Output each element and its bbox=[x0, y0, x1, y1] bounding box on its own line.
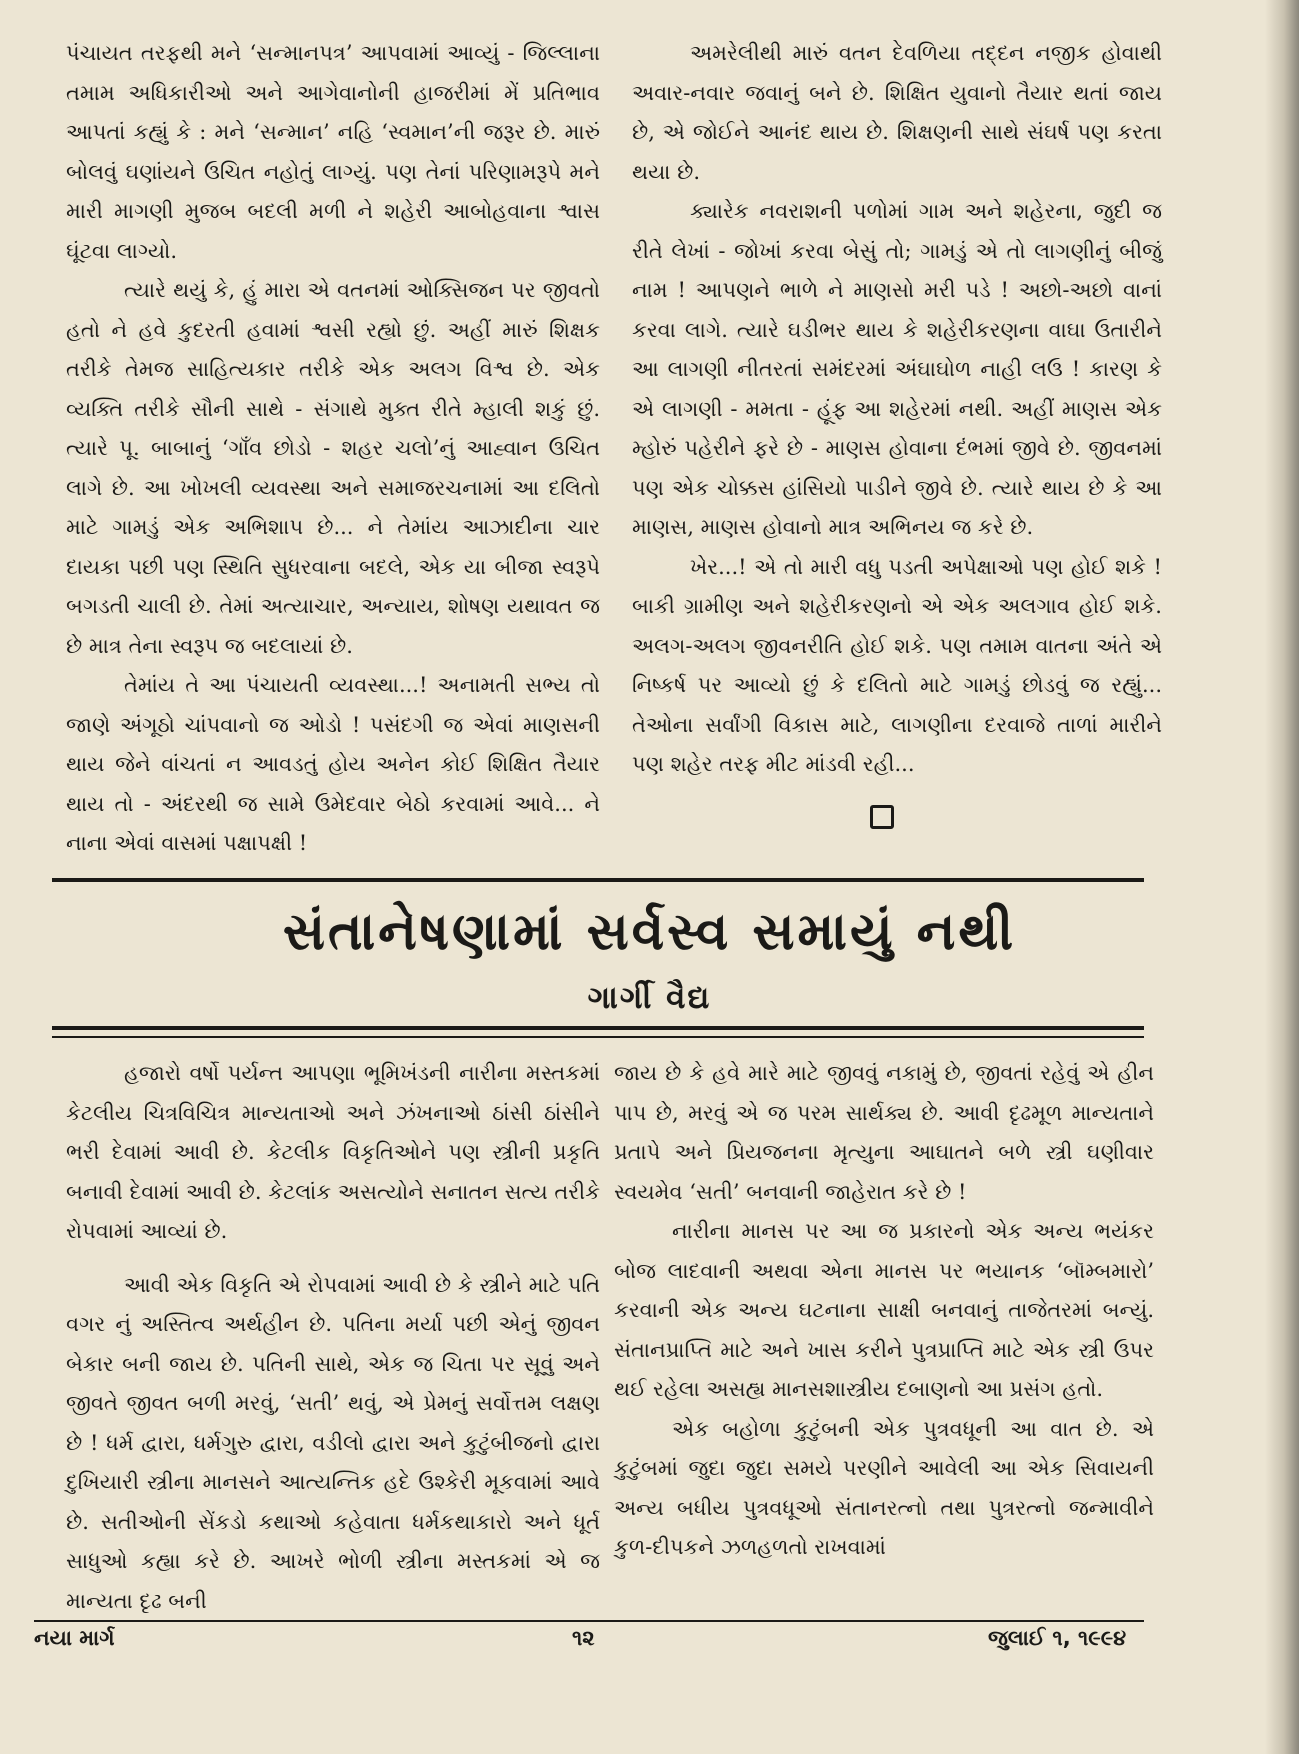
section-divider-top bbox=[52, 878, 1144, 882]
title-double-rule-top bbox=[52, 1026, 1144, 1030]
paragraph: ક્યારેક નવરાશની પળોમાં ગામ અને શહેરના, જુદી જ રીતે લેખાં - જોખાં કરવા બેસું તો; ગામડું એ તો લાગણીનું બીજું નામ ! આપણને ભાળે ને માણસો મરી પડે ! અછો-અછો વાનાં કરવા લાગે. ત્યારે ઘડીભર થાય કે શહેરીકરણના વાઘા ઉતારીને આ લાગણી નીતરતાં સમંદરમાં અંઘાઘોળ નાહી લઉ ! કારણ કે એ લાગણી - મમતા - હૂંફ આ શહેરમાં નથી. અહીં માણસ એક મ્હોરું પહેરીને ફરે છે - માણસ હોવાના દંભમાં જીવે છે. જીવનમાં પણ એક ચોક્કસ હાંસિયો પાડીને જીવે છે. ત્યારે થાય છે કે આ માણસ, માણસ હોવાનો માત્ર અભિનય જ કરે છે. bbox=[632, 199, 1162, 539]
previous-article-right-column bbox=[632, 34, 1162, 785]
paragraph: હજારો વર્ષો પર્યન્ત આપણા ભૂમિખંડની નારીના મસ્તકમાં કેટલીય ચિત્રવિચિત્ર માન્યતાઓ અને ઝંખનાઓ ઠાંસી ઠાંસીને ભરી દેવામાં આવી છે. કેટલીક વિકૃતિઓને પણ સ્ત્રીની પ્રકૃતિ બનાવી દેવામાં આવી છે. કેટલાંક અસત્યોને સનાતન સત્ય તરીકે રોપવામાં આવ્યાં છે. bbox=[66, 1061, 600, 1243]
issue-date: જુલાઈ ૧, ૧૯૯૪ bbox=[988, 1626, 1127, 1650]
article-left-column bbox=[66, 1054, 600, 1621]
footer-rule bbox=[34, 1620, 1144, 1622]
magazine-name: નયા માર્ગ bbox=[34, 1626, 115, 1650]
paragraph: અમરેલીથી મારું વતન દેવળિયા તદ્દન નજીક હોવાથી અવાર-નવાર જવાનું બને છે. શિક્ષિત યુવાનો તૈયાર થતાં જાય છે, એ જોઈને આનંદ થાય છે. શિક્ષણની સાથે સંઘર્ષ પણ કરતા થયા છે. bbox=[632, 41, 1162, 184]
paragraph: આવી એક વિકૃતિ એ રોપવામાં આવી છે કે સ્ત્રીને માટે પતિ વગર નું અસ્તિત્વ અર્થહીન છે. પતિના મર્યા પછી એનું જીવન બેકાર બની જાય છે. પતિની સાથે, એક જ ચિતા પર સૂવું અને જીવતે જીવત બળી મરવું, ‘સતી’ થવું, એ પ્રેમનું સર્વોત્તમ લક્ષણ છે ! ધર્મ દ્વારા, ધર્મગુરુ દ્વારા, વડીલો દ્વારા અને કુટુંબીજનો દ્વારા દુખિયારી સ્ત્રીના માનસને આત્યન્તિક હદે ઉશ્કેરી મૂકવામાં આવે છે. સતીઓની સેંકડો કથાઓ કહેવાતા ધર્મકથાકારો અને ધૂર્ત સાધુઓ કહ્યા કરે છે. આખરે ભોળી સ્ત્રીના મસ્તકમાં એ જ માન્યતા દૃઢ બની bbox=[66, 1272, 600, 1613]
article-end-mark-icon bbox=[870, 805, 894, 829]
previous-article-left-column bbox=[66, 34, 600, 864]
article-title: સંતાનેષણામાં સર્વસ્વ સમાયું નથી bbox=[282, 902, 1017, 962]
paragraph: પંચાયત તરફથી મને ‘સન્માનપત્ર’ આપવામાં આવ્યું - જિલ્લાના તમામ અધિકારીઓ અને આગેવાનોની હાજરીમાં મેં પ્રતિભાવ આપતાં કહ્યું કે : મને ‘સન્માન’ નહિ ‘સ્વમાન’ની જરૂર છે. મારું બોલવું ઘણાંયને ઉચિત નહોતું લાગ્યું. પણ તેનાં પરિણામરૂપે મને મારી માગણી મુજબ બદલી મળી ને શહેરી આબોહવાના શ્વાસ ઘૂંટવા લાગ્યો. bbox=[66, 41, 600, 263]
paragraph: જાય છે કે હવે મારે માટે જીવવું નકામું છે, જીવતાં રહેવું એ હીન પાપ છે, મરવું એ જ પરમ સાર્થક્ય છે. આવી દૃઢમૂળ માન્યતાને પ્રતાપે અને પ્રિયજનના મૃત્યુના આઘાતને બળે સ્ત્રી ઘણીવાર સ્વયમેવ ‘સતી’ બનવાની જાહેરાત કરે છે ! bbox=[614, 1061, 1154, 1204]
paragraph: તેમાંય તે આ પંચાયતી વ્યવસ્થા...! અનામતી સભ્ય તો જાણે અંગૂઠો ચાંપવાનો જ ઓડો ! પસંદગી જ એવાં માણસની થાય જેને વાંચતાં ન આવડતું હોય અનેન કોઈ શિક્ષિત તૈયાર થાય તો - અંદરથી જ સામે ઉમેદવાર બેઠો કરવામાં આવે... ને નાના એવાં વાસમાં પક્ષાપક્ષી ! bbox=[66, 673, 600, 855]
title-double-rule-bottom bbox=[52, 1036, 1144, 1038]
article-right-column bbox=[614, 1054, 1154, 1568]
article-author: ગાર્ગી વૈદ્ય bbox=[587, 980, 712, 1016]
paragraph: ખેર...! એ તો મારી વધુ પડતી અપેક્ષાઓ પણ હોઈ શકે ! બાકી ગ્રામીણ અને શહેરીકરણનો એ એક અલગાવ હોઈ શકે. અલગ-અલગ જીવનરીતિ હોઈ શકે. પણ તમામ વાતના અંતે એ નિષ્કર્ષ પર આવ્યો છું કે દલિતો માટે ગામડું છોડવું જ રહ્યું... તેઓના સર્વાંગી વિકાસ માટે, લાગણીના દરવાજે તાળાં મારીને પણ શહેર તરફ મીટ માંડવી રહી... bbox=[632, 554, 1162, 776]
page-edge-shadow bbox=[1265, 0, 1299, 1754]
paragraph: નારીના માનસ પર આ જ પ્રકારનો એક અન્ય ભયંકર બોજ લાદવાની અથવા એના માનસ પર ભયાનક ‘બૉમ્બમારો’ કરવાની એક અન્ય ઘટનાના સાક્ષી બનવાનું તાજેતરમાં બન્યું. સંતાનપ્રાપ્તિ માટે અને ખાસ કરીને પુત્રપ્રાપ્તિ માટે એક સ્ત્રી ઉપર થઈ રહેલા અસહ્ય માનસશાસ્ત્રીય દબાણનો આ પ્રસંગ હતો. bbox=[614, 1219, 1154, 1401]
page-number: ૧૨ bbox=[572, 1626, 595, 1650]
paragraph: એક બહોળા કુટુંબની એક પુત્રવધૂની આ વાત છે. એ કુટુંબમાં જુદા જુદા સમયે પરણીને આવેલી આ એક સિવાયની અન્ય બધીય પુત્રવધૂઓ સંતાનરત્નો તથા પુત્રરત્નો જન્માવીને કુળ-દીપકને ઝળહળતો રાખવામાં bbox=[614, 1416, 1154, 1559]
paragraph: ત્યારે થયું કે, હું મારા એ વતનમાં ઓક્સિજન પર જીવતો હતો ને હવે કુદરતી હવામાં શ્વસી રહ્યો છું. અહીં મારું શિક્ષક તરીકે તેમજ સાહિત્યકાર તરીકે એક અલગ વિશ્વ છે. એક વ્યક્તિ તરીકે સૌની સાથે - સંગાથે મુક્ત રીતે મ્હાલી શકું છું. ત્યારે પૂ. બાબાનું ‘ગાઁવ છોડો - શહર ચલો’નું આહ્વાન ઉચિત લાગે છે. આ ખોખલી વ્યવસ્થા અને સમાજરચનામાં આ દલિતો માટે ગામડું એક અભિશાપ છે... ને તેમાંય આઝાદીના ચાર દાયકા પછી પણ સ્થિતિ સુધરવાના બદલે, એક યા બીજા સ્વરૂપે બગડતી ચાલી છે. તેમાં અત્યાચાર, અન્યાય, શોષણ યથાવત જ છે માત્ર તેના સ્વરૂપ જ બદલાયાં છે. bbox=[66, 278, 600, 658]
